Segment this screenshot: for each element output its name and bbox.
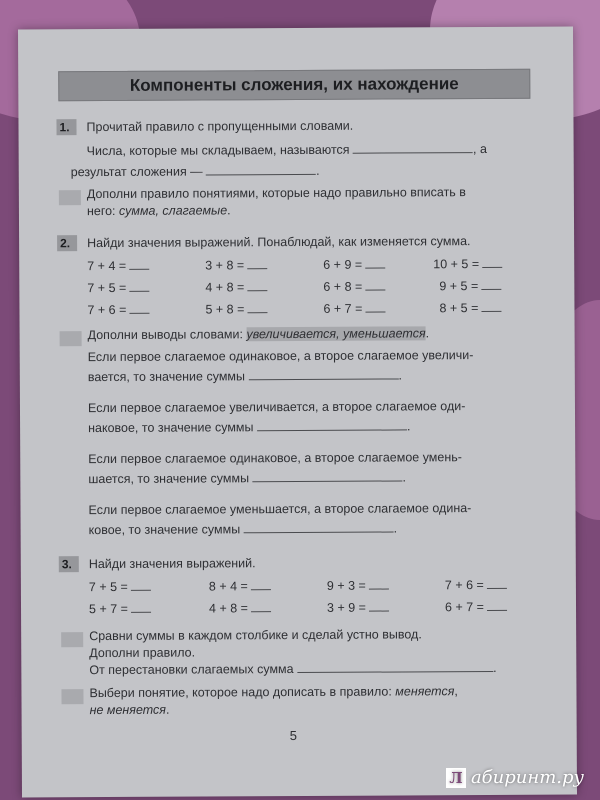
- sub-words: сумма, слагаемые: [118, 203, 228, 218]
- conclusion-text: ковое, то значение суммы: [88, 522, 241, 538]
- subtask-marker: [61, 689, 83, 704]
- subtask-marker: [60, 331, 82, 346]
- rule-text-end: , а: [472, 142, 487, 157]
- period: .: [493, 660, 497, 675]
- answer-blank[interactable]: [481, 289, 501, 290]
- task-1-sub-line1: Дополни правило понятиями, которые надо правильно вписать в: [86, 185, 466, 202]
- period: .: [393, 521, 398, 536]
- choose-text: Выбери понятие, которое надо дописать в правило:: [89, 684, 396, 701]
- answer-blank[interactable]: [247, 312, 267, 313]
- conclusion-text: вается, то значение суммы: [87, 369, 246, 385]
- answer-blank[interactable]: [129, 313, 149, 314]
- expression: [205, 280, 267, 294]
- compare-line3: [89, 661, 496, 678]
- expression: [445, 578, 507, 592]
- task-1-number: 1.: [56, 119, 76, 135]
- conclusion-3-line1: Если первое слагаемое одинаковое, а второе слагаемое умень-: [88, 450, 462, 467]
- answer-blank[interactable]: [131, 612, 151, 613]
- task-1-rule-line2: [71, 164, 320, 180]
- answer-blank[interactable]: [131, 590, 151, 591]
- expression: [87, 303, 149, 317]
- expression: [205, 258, 267, 272]
- expression: [323, 302, 385, 316]
- task-2-conclusion: [88, 326, 430, 343]
- subtask-marker: [59, 190, 81, 205]
- conclusion-4-line1: Если первое слагаемое уменьшается, а второе слагаемое одина-: [88, 501, 472, 518]
- choose-line1: [89, 684, 457, 701]
- expression-text: 10 + 5 =: [433, 257, 480, 272]
- expression-text: 3 + 8 =: [205, 258, 245, 273]
- expression: [445, 600, 507, 614]
- answer-blank[interactable]: [206, 173, 316, 176]
- expression-text: 9 + 5 =: [439, 279, 479, 294]
- expression-text: 6 + 8 =: [323, 279, 363, 294]
- task-1-rule-line1: [87, 142, 487, 159]
- choose-word: не меняется: [89, 702, 166, 718]
- expression: [87, 281, 149, 295]
- expression-text: 9 + 3 =: [326, 578, 366, 593]
- expression-text: 7 + 6 =: [87, 302, 127, 318]
- expression-text: 3 + 9 =: [326, 600, 366, 615]
- task-3-instruction: Найди значения выражений.: [88, 556, 256, 572]
- conclusion-text: наковое, то значение суммы: [88, 420, 254, 436]
- conclusion-1-line2: [88, 368, 402, 385]
- expression-text: 4 + 8 =: [208, 601, 249, 616]
- answer-blank[interactable]: [129, 269, 149, 270]
- answer-blank[interactable]: [257, 428, 407, 431]
- expression-text: 7 + 5 =: [88, 579, 128, 595]
- answer-blank[interactable]: [251, 611, 271, 612]
- period: .: [402, 470, 407, 485]
- expression: [323, 258, 385, 272]
- expression: [327, 579, 389, 593]
- workbook-page: [18, 27, 577, 798]
- conclusion-4-line2: [89, 521, 398, 538]
- answer-blank[interactable]: [365, 268, 385, 269]
- expression-text: 6 + 7 =: [323, 301, 363, 316]
- answer-blank[interactable]: [297, 670, 493, 673]
- answer-blank[interactable]: [369, 589, 389, 590]
- page-number: 5: [289, 728, 297, 744]
- answer-blank[interactable]: [365, 312, 385, 313]
- conclusion-3-line2: [88, 470, 406, 487]
- expression: [87, 259, 149, 273]
- subtask-marker: [61, 632, 83, 647]
- comma: ,: [454, 684, 458, 699]
- expression-text: 8 + 5 =: [439, 301, 479, 316]
- expression: [209, 579, 271, 593]
- answer-blank[interactable]: [369, 611, 389, 612]
- conclusion-text: шается, то значение суммы: [88, 471, 250, 487]
- choose-word: меняется: [395, 684, 455, 699]
- expression-text: 6 + 9 =: [323, 257, 363, 272]
- answer-blank[interactable]: [481, 311, 501, 312]
- expression: [89, 602, 151, 616]
- answer-blank[interactable]: [251, 589, 271, 590]
- choose-line2: [90, 703, 170, 718]
- answer-blank[interactable]: [247, 268, 267, 269]
- expression: [433, 257, 502, 271]
- task-2-number: 2.: [57, 235, 77, 251]
- expression: [439, 279, 501, 293]
- period: .: [398, 368, 402, 383]
- watermark-logo: Л: [446, 768, 466, 788]
- answer-blank[interactable]: [244, 530, 394, 533]
- conclusion-end: .: [425, 326, 430, 341]
- answer-blank[interactable]: [365, 290, 385, 291]
- expression: [205, 302, 267, 316]
- expression-text: 7 + 5 =: [87, 280, 127, 296]
- answer-blank[interactable]: [248, 377, 398, 380]
- compare-line2: Дополни правило.: [89, 645, 196, 661]
- expression: [327, 601, 389, 615]
- answer-blank[interactable]: [482, 267, 502, 268]
- page-title: Компоненты сложения, их нахождение: [58, 69, 530, 101]
- compare-line1: Сравни суммы в каждом столбике и сделай устно вывод.: [89, 627, 422, 644]
- conclusion-words: увеличивается, уменьшается: [246, 326, 426, 342]
- expression-text: 8 + 4 =: [208, 579, 248, 594]
- period: .: [165, 702, 170, 717]
- task-1-sub-line2: [87, 203, 231, 219]
- expression-text: 6 + 7 =: [444, 600, 484, 615]
- period: .: [406, 419, 411, 434]
- rule-text: результат сложения —: [70, 164, 203, 180]
- rule-text: Числа, которые мы складываем, называются: [86, 142, 350, 159]
- expression-text: 5 + 8 =: [205, 302, 245, 317]
- sub-text-end: .: [227, 203, 231, 218]
- conclusion-text: Дополни выводы словами:: [87, 327, 247, 343]
- expression-text: 7 + 4 =: [87, 258, 127, 274]
- conclusion-2-line2: [88, 419, 410, 436]
- expression: [209, 601, 271, 615]
- answer-blank[interactable]: [487, 610, 507, 611]
- expression-text: 4 + 8 =: [205, 280, 245, 295]
- expression: [89, 580, 151, 594]
- answer-blank[interactable]: [487, 588, 507, 589]
- expression-text: 7 + 6 =: [444, 578, 484, 593]
- conclusion-2-line1: Если первое слагаемое увеличивается, а второе слагаемое оди-: [87, 399, 466, 416]
- expression: [323, 280, 385, 294]
- expression-text: 5 + 7 =: [88, 601, 129, 617]
- answer-blank[interactable]: [353, 151, 473, 154]
- answer-blank[interactable]: [129, 291, 149, 292]
- rule-text-end: .: [316, 163, 320, 178]
- sub-text: него:: [86, 203, 120, 219]
- task-2-instruction: Найди значения выражений. Понаблюдай, как изменяется сумма.: [87, 234, 471, 251]
- expression: [439, 301, 501, 315]
- task-1-instruction: Прочитай правило с пропущенными словами.: [86, 118, 354, 135]
- watermark: [446, 767, 584, 788]
- answer-blank[interactable]: [253, 479, 403, 482]
- watermark-text: абиринт.ру: [470, 767, 584, 788]
- task-3-number: 3.: [59, 556, 79, 572]
- conclusion-1-line1: Если первое слагаемое одинаковое, а второе слагаемое увеличи-: [87, 348, 474, 365]
- compare-text: От перестановки слагаемых сумма: [89, 662, 294, 678]
- answer-blank[interactable]: [247, 290, 267, 291]
